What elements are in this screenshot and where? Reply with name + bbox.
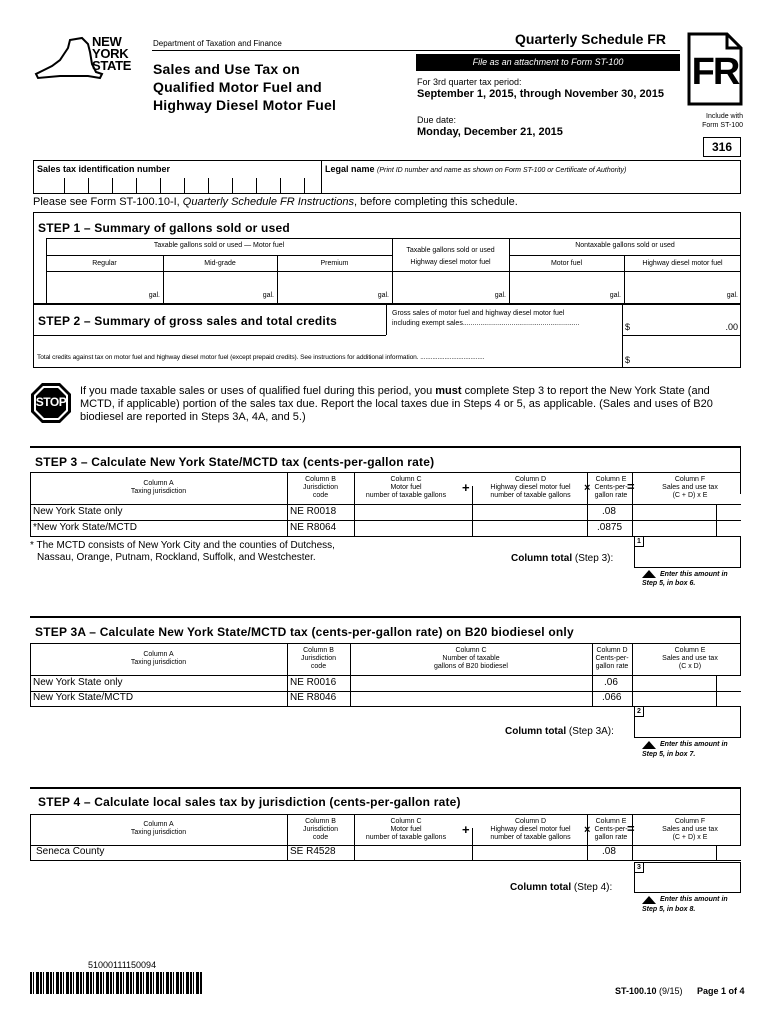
step3-row2-motor-input[interactable] (355, 521, 472, 536)
tax-period: September 1, 2015, through November 30, 2015 (417, 88, 664, 100)
step2-credits-label: Total credits against tax on motor fuel and highway diesel motor fuel (except prepaid credits). See instructions for additional information. ..................................... (37, 354, 485, 361)
step4-box-num: 3 (637, 864, 641, 871)
box-number-1 (634, 536, 644, 547)
step3-row1-jurisdiction: New York State only (33, 506, 123, 517)
sales-tax-id-field[interactable] (64, 178, 314, 193)
due-date-label: Due date: (417, 115, 457, 125)
step3-col-e-2: Cents-per- (594, 484, 628, 491)
step4-col-e-1: Column E (595, 818, 627, 825)
step4-col-a (30, 821, 287, 837)
form-title-line-2: Qualified Motor Fuel and (153, 79, 322, 95)
table-row (30, 676, 741, 691)
step1-col-nontax-motor: Motor fuel (550, 260, 583, 267)
sales-tax-id-label: Sales tax identification number (37, 164, 171, 174)
barcode (30, 972, 202, 994)
step1-col-midgrade: Mid-grade (204, 260, 236, 267)
step4-col-b-3: code (312, 834, 329, 841)
step1-col-regular: Regular (92, 260, 117, 267)
page-number: Page 1 of 4 (697, 986, 745, 996)
include-note (687, 112, 743, 130)
step4-plus: + (462, 822, 470, 837)
step4-row1-diesel-input[interactable] (473, 846, 587, 860)
step3-col-b-1: Column B (305, 476, 336, 483)
step3a-col-b-2: Jurisdiction (300, 655, 336, 662)
step3-footnote-line-1: * The MCTD consists of New York City and the counties of Dutchess, (30, 540, 335, 551)
include-note-line-2: Form ST-100 (702, 122, 743, 129)
step3-total-suffix: (Step 3): (572, 553, 614, 564)
step3-col-d-1: Column D (514, 476, 547, 483)
step4-row1-tax-input[interactable] (633, 846, 716, 860)
step4-row1-motor-input[interactable] (355, 846, 472, 860)
total-credits-input[interactable] (623, 336, 740, 367)
step3a-col-e-1: Column E (674, 647, 706, 654)
step3a-col-d-2: Cents-per- (595, 655, 629, 662)
step3a-col-a-2: Taxing jurisdiction (130, 659, 187, 666)
step4-col-d (474, 818, 587, 842)
due-date: Monday, December 21, 2015 (417, 126, 563, 138)
step3a-col-c-3: gallons of B20 biodiesel (434, 663, 508, 670)
step4-col-f (640, 818, 740, 842)
step3-footnote (30, 540, 335, 564)
step3-box-num: 1 (637, 538, 641, 545)
step4-col-f-2: Sales and use tax (662, 826, 718, 833)
step4-col-c-3: number of taxable gallons (365, 834, 447, 841)
step3-row1-tax-input[interactable] (633, 505, 716, 520)
step3a-row2-gallons-input[interactable] (351, 692, 591, 706)
step3-row2-diesel-input[interactable] (473, 521, 587, 536)
step4-col-d-1: Column D (514, 818, 547, 825)
step1-diesel-header (392, 247, 509, 267)
department-name: Department of Taxation and Finance (153, 39, 282, 48)
step4-col-e-3: gallon rate (594, 834, 628, 841)
step3a-row1-jurisdiction: New York State only (33, 677, 123, 688)
step4-col-a-2: Taxing jurisdiction (130, 829, 187, 836)
step3a-row1-code: NE R0016 (290, 677, 337, 688)
dollar-sign: $ (625, 355, 631, 365)
step3a-box-num: 2 (637, 708, 641, 715)
step1-title: STEP 1 – Summary of gallons sold or used (38, 221, 290, 235)
step3-col-e-3: gallon rate (594, 492, 628, 499)
period-label: For 3rd quarter tax period: (417, 77, 522, 87)
stop-notice-bold: must (435, 385, 462, 397)
step3-row1-motor-input[interactable] (355, 505, 472, 520)
step1-col-nontax-diesel: Highway diesel motor fuel (642, 260, 723, 267)
step1-regular-input[interactable] (47, 272, 162, 303)
step1-taxable-header: Taxable gallons sold or used — Motor fuel (153, 242, 285, 249)
table-row (30, 505, 741, 520)
step4-col-e-2: Cents-per- (594, 826, 628, 833)
form-revision: (9/15) (656, 986, 683, 996)
step2-gross-label (392, 310, 580, 328)
gross-sales-input[interactable] (623, 305, 740, 334)
attachment-banner (416, 54, 680, 71)
step3a-col-b-3: code (310, 663, 327, 670)
step4-col-d-3: number of taxable gallons (490, 834, 571, 841)
step3-total-box[interactable] (634, 536, 741, 568)
step3a-col-d-1: Column D (596, 647, 628, 654)
step2-gross-label-line-1: Gross sales of motor fuel and highway diesel motor fuel (392, 310, 565, 317)
arrow-up-icon (642, 741, 656, 749)
arrow-up-icon (642, 570, 656, 578)
logo-line-3: STATE (92, 58, 132, 73)
step4-row1-code: SE R4528 (290, 846, 336, 857)
stop-sign-text: STOP (35, 395, 67, 409)
step3-col-c-3: number of taxable gallons (365, 492, 447, 499)
step3-col-f (640, 476, 740, 500)
step3-enter-line-1: Enter this amount in (660, 571, 728, 578)
gal-unit: gal. (262, 292, 274, 299)
step3a-col-e (640, 647, 740, 671)
step3-total-label: Column total (511, 553, 573, 564)
step3a-col-b-1: Column B (303, 647, 334, 654)
step3-row1-code: NE R0018 (290, 506, 337, 517)
attachment-note: File as an attachment to Form ST-100 (472, 57, 624, 67)
step3a-row2-rate: .066 (602, 692, 622, 703)
step3-col-d-2: Highway diesel motor fuel (490, 484, 571, 491)
box-number-2 (634, 706, 644, 717)
step3-col-a (30, 480, 287, 496)
step4-enter-line-1: Enter this amount in (660, 896, 728, 903)
step3a-col-e-3: (C x D) (678, 663, 702, 670)
include-note-line-1: Include with (706, 113, 743, 120)
form-code: 316 (711, 140, 733, 154)
step4-col-f-3: (C + D) x E (672, 834, 708, 841)
step3-title: STEP 3 – Calculate New York State/MCTD tax (cents-per-gallon rate) (35, 455, 435, 469)
step4-col-b-2: Jurisdiction (302, 826, 338, 833)
step3-row1-rate: .08 (602, 506, 616, 517)
step3-col-d-3: number of taxable gallons (490, 492, 571, 499)
logo-line-1: NEW (92, 34, 122, 49)
form-title-line-3: Highway Diesel Motor Fuel (153, 97, 337, 113)
instructions-line (33, 196, 518, 208)
step3a-enter-line-1: Enter this amount in (660, 741, 728, 748)
box-number-3 (634, 862, 644, 873)
step3-enter-note (660, 570, 728, 579)
step4-times: × (584, 824, 591, 836)
barcode-number: 51000111150094 (88, 960, 157, 970)
instructions-italic: Quarterly Schedule FR Instructions (182, 196, 354, 208)
table-row (30, 521, 741, 536)
form-title (153, 60, 336, 114)
step4-total-box[interactable] (634, 862, 741, 893)
step3-col-b-2: Jurisdiction (302, 484, 338, 491)
step1-nontaxable-header: Nontaxable gallons sold or used (575, 242, 675, 249)
step3-times: × (584, 482, 591, 494)
arrow-up-icon (642, 896, 656, 904)
step1-diesel-header-line-2: Highway diesel motor fuel (410, 259, 491, 266)
step4-total-label: Column total (510, 882, 572, 893)
step3-col-f-1: Column F (674, 476, 706, 483)
step2-title: STEP 2 – Summary of gross sales and total credits (38, 314, 338, 328)
table-row (30, 692, 741, 706)
form-number: ST-100.10 (615, 986, 657, 996)
step3-col-f-3: (C + D) x E (672, 492, 708, 499)
step3a-col-d (592, 647, 632, 671)
step4-col-a-1: Column A (143, 821, 174, 828)
step3a-col-c (350, 647, 592, 671)
step1-col-premium: Premium (320, 260, 349, 267)
step3a-row1-tax-input[interactable] (633, 676, 716, 691)
step3-row2-rate: .0875 (597, 522, 623, 533)
step3-equals: = (627, 479, 635, 494)
step3-enter-line-2: Step 5, in box 6. (642, 580, 696, 587)
step3a-total-label: Column total (505, 726, 567, 737)
step4-col-b-1: Column B (305, 818, 336, 825)
step3a-col-b (287, 647, 350, 671)
stop-sign-icon (30, 382, 72, 424)
nys-logo (30, 34, 140, 86)
step1-nontax-motor-input[interactable] (510, 272, 623, 303)
step3-col-c-2: Motor fuel (390, 484, 422, 491)
step3a-title: STEP 3A – Calculate New York State/MCTD tax (cents-per-gallon rate) on B20 biodiesel only (35, 625, 574, 639)
gal-unit: gal. (148, 292, 160, 299)
step4-row1-jurisdiction: Seneca County (36, 846, 105, 857)
legal-name-field[interactable] (322, 176, 740, 193)
step1-diesel-input[interactable] (393, 272, 508, 303)
badge-text: FR (691, 51, 739, 93)
instructions-pre: Please see Form ST-100.10-I, (33, 196, 183, 208)
step3-col-a-1: Column A (143, 480, 174, 487)
step3-footnote-line-2: Nassau, Orange, Putnam, Rockland, Suffolk, and Westchester. (37, 552, 316, 563)
step1-nontax-diesel-input[interactable] (625, 272, 740, 303)
step3-col-c-1: Column C (390, 476, 422, 483)
step3a-row2-tax-input[interactable] (633, 692, 716, 706)
step3a-col-c-1: Column C (455, 647, 487, 654)
step3a-col-d-3: gallon rate (595, 663, 629, 670)
gal-unit: gal. (609, 292, 621, 299)
step3a-enter-line-2: Step 5, in box 7. (642, 751, 696, 758)
step4-title: STEP 4 – Calculate local sales tax by jurisdiction (cents-per-gallon rate) (38, 795, 461, 809)
step3-col-c (354, 476, 458, 500)
step3-row2-code: NE R8064 (290, 522, 337, 533)
fr-badge (687, 32, 743, 106)
step4-col-f-1: Column F (674, 818, 706, 825)
schedule-title: Quarterly Schedule FR (515, 31, 666, 47)
step1-midgrade-input[interactable] (164, 272, 276, 303)
step3-col-b (287, 476, 354, 500)
gal-unit: gal. (377, 292, 389, 299)
stop-notice-post: complete Step 3 to report the New York State (and MCTD, if applicable) portion of the sales tax due. Report the local taxes due in Steps 4 or 5, as applicable. (Sales and uses of B20 biodiesel are reported in Steps 3A, 4A, and 5.) (80, 385, 713, 423)
step3-col-b-3: code (312, 492, 329, 499)
step4-row1-rate: .08 (602, 846, 616, 857)
step4-equals: = (627, 821, 635, 836)
stop-notice-pre: If you made taxable sales or uses of qualified fuel during this period, you (80, 385, 436, 397)
step4-col-c (354, 818, 458, 842)
legal-name-note: (Print ID number and name as shown on Form ST-100 or Certificate of Authority) (377, 167, 627, 174)
logo-line-2: YORK (92, 46, 129, 61)
gal-unit: gal. (494, 292, 506, 299)
step3-col-f-2: Sales and use tax (662, 484, 718, 491)
instructions-post: , before completing this schedule. (353, 196, 518, 208)
step3a-col-e-2: Sales and use tax (662, 655, 718, 662)
step3a-row2-jurisdiction: New York State/MCTD (33, 692, 134, 703)
table-row (30, 846, 741, 860)
step3a-row1-gallons-input[interactable] (351, 676, 591, 691)
step4-col-c-1: Column C (390, 818, 422, 825)
step3a-total-box[interactable] (634, 706, 741, 738)
legal-name-label: Legal name (325, 164, 375, 174)
step3a-row2-code: NE R8046 (290, 692, 337, 703)
step3a-total-suffix: (Step 3A): (566, 726, 614, 737)
step4-col-b (287, 818, 354, 842)
step4-total-suffix: (Step 4): (571, 882, 613, 893)
step2-gross-label-line-2: including exempt sales............................................................ (392, 320, 580, 327)
step3-row2-jurisdiction: *New York State/MCTD (33, 522, 137, 533)
cents: .00 (725, 322, 738, 332)
step3-col-a-2: Taxing jurisdiction (130, 488, 187, 495)
step3-col-e-1: Column E (595, 476, 627, 483)
step3a-col-c-2: Number of taxable (442, 655, 500, 662)
stop-notice-text (80, 385, 740, 424)
step3-col-d (474, 476, 587, 500)
step4-enter-line-2: Step 5, in box 8. (642, 906, 696, 913)
step3a-row1-rate: .06 (604, 677, 618, 688)
gal-unit: gal. (726, 292, 738, 299)
step4-col-c-2: Motor fuel (390, 826, 422, 833)
step3-col-e (590, 476, 632, 500)
step1-diesel-header-line-1: Taxable gallons sold or used (406, 247, 495, 254)
step4-col-d-2: Highway diesel motor fuel (490, 826, 571, 833)
step3-row2-tax-input[interactable] (633, 521, 716, 536)
step3-row1-diesel-input[interactable] (473, 505, 587, 520)
form-title-line-1: Sales and Use Tax on (153, 61, 300, 77)
form-code-box (703, 137, 741, 157)
step4-col-e (590, 818, 632, 842)
step3a-col-a (30, 651, 287, 667)
step1-premium-input[interactable] (278, 272, 391, 303)
dollar-sign: $ (625, 322, 631, 332)
step3a-col-a-1: Column A (143, 651, 174, 658)
step3-plus: + (462, 480, 470, 495)
